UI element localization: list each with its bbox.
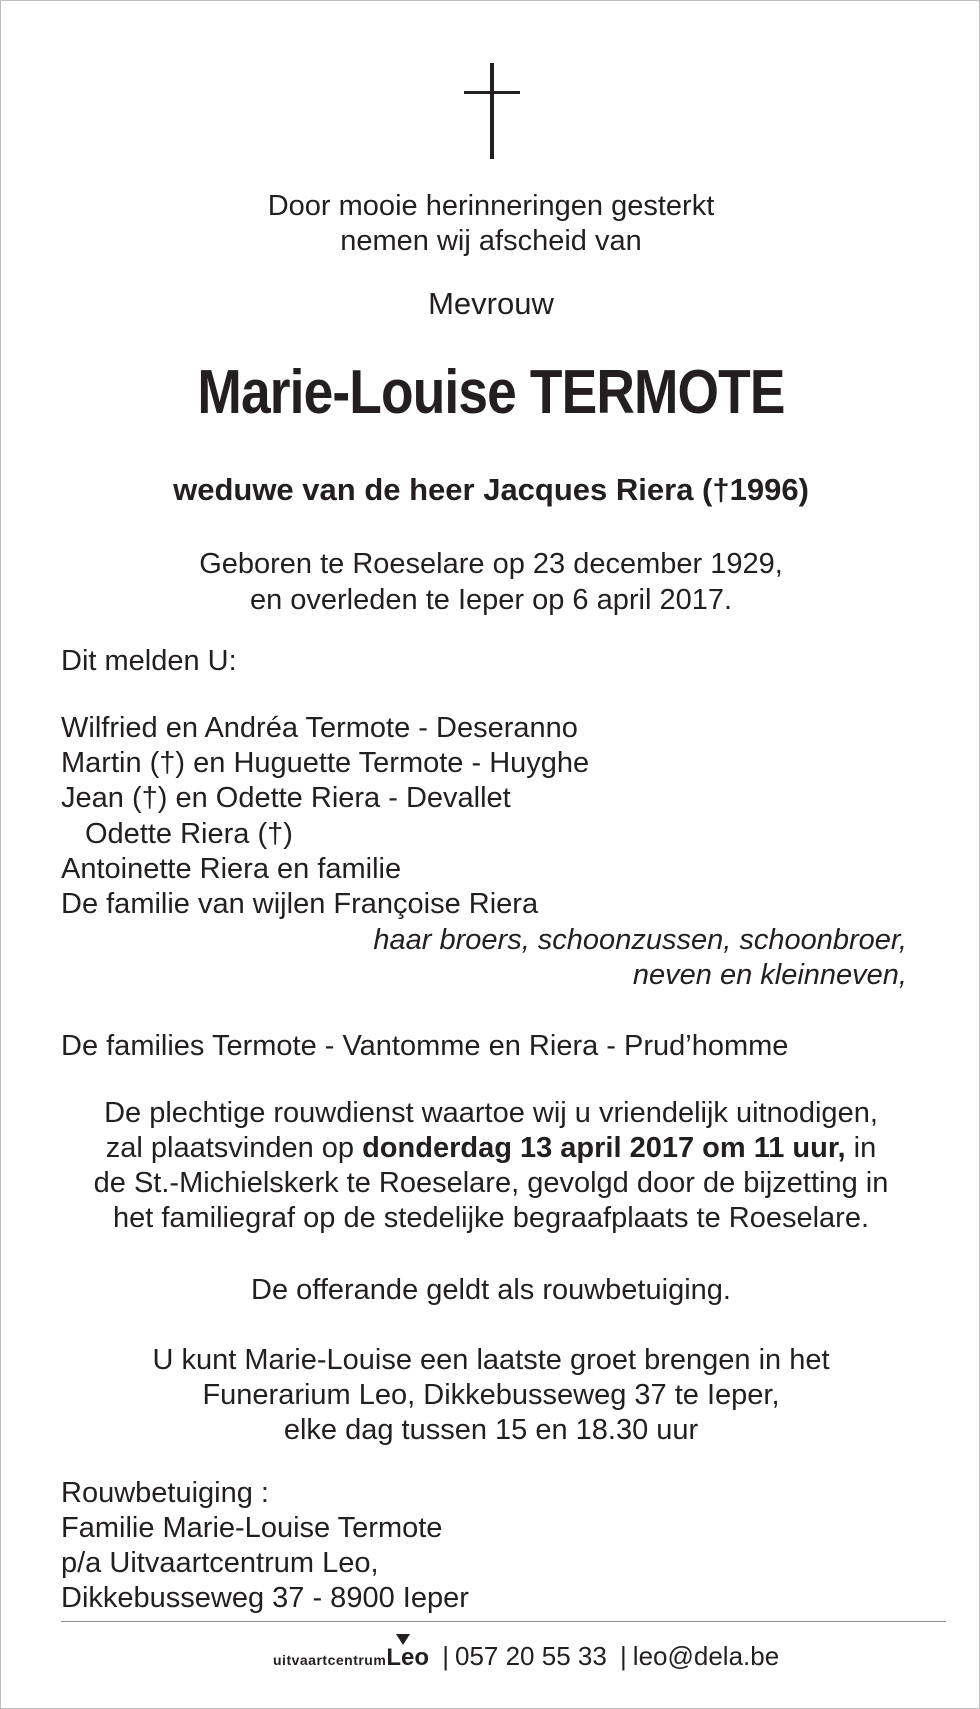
- visit-line-3: elke dag tussen 15 en 18.30 uur: [283, 1414, 699, 1446]
- title-prefix: Mevrouw: [428, 286, 554, 321]
- death-line: en overleden te Ieper op 6 april 2017.: [249, 584, 733, 616]
- service-date-time: donderdag 13 april 2017 om 11 uur,: [362, 1132, 846, 1164]
- service-line-2-post: in: [845, 1132, 877, 1164]
- condolence-line-2: p/a Uitvaartcentrum Leo,: [61, 1547, 379, 1579]
- footer-separator-1: |: [442, 1641, 449, 1671]
- family-line-1: Wilfried en Andréa Termote - Deseranno: [61, 712, 578, 744]
- service-line-2: [1, 1131, 980, 1166]
- footer: [273, 1641, 779, 1675]
- family-line-4: Odette Riera (†): [85, 818, 293, 850]
- footer-phone: 057 20 55 33: [454, 1641, 607, 1671]
- footer-separator-2: |: [620, 1641, 627, 1671]
- family-line-5: Antoinette Riera en familie: [61, 853, 402, 885]
- company-prefix: uitvaartcentrum: [273, 1652, 387, 1668]
- visit-line-1: U kunt Marie-Louise een laatste groet brengen in het: [152, 1344, 830, 1376]
- service-line-4: het familiegraf op de stedelijke begraafplaats te Roeselare.: [112, 1202, 870, 1234]
- footer-divider: [61, 1621, 946, 1622]
- company-brand: Leo: [386, 1644, 429, 1671]
- deceased-name: Marie-Louise TERMOTE: [197, 358, 785, 427]
- condolence-line-1: Familie Marie-Louise Termote: [61, 1512, 443, 1544]
- relation-line-2: neven en kleinneven,: [632, 959, 907, 991]
- offering-line: De offerande geldt als rouwbetuiging.: [251, 1274, 731, 1306]
- condolence-line-3: Dikkebusseweg 37 - 8900 Ieper: [61, 1582, 469, 1614]
- intro-line-1: Door mooie herinneringen gesterkt: [267, 190, 715, 222]
- footer-email: leo@dela.be: [632, 1641, 780, 1671]
- service-line-3: de St.-Michielskerk te Roeselare, gevolgd door de bijzetting in: [93, 1167, 889, 1199]
- cross-icon: [464, 63, 520, 159]
- relation-line-1: haar broers, schoonzussen, schoonbroer,: [373, 924, 907, 956]
- family-line-3: Jean (†) en Odette Riera - Devallet: [61, 782, 511, 814]
- widow-line: weduwe van de heer Jacques Riera (†1996): [173, 472, 809, 507]
- service-line-1: De plechtige rouwdienst waartoe wij u vriendelijk uitnodigen,: [104, 1097, 878, 1129]
- visit-line-2: Funerarium Leo, Dikkebusseweg 37 te Ieper,: [202, 1379, 780, 1411]
- service-line-2-pre: zal plaatsvinden op: [105, 1132, 363, 1164]
- announce-label: Dit melden U:: [61, 645, 237, 677]
- birth-line: Geboren te Roeselare op 23 december 1929,: [199, 548, 783, 580]
- company-logo: [386, 1644, 429, 1671]
- intro-line-2: nemen wij afscheid van: [340, 225, 642, 257]
- families-line: De families Termote - Vantomme en Riera - Prud’homme: [61, 1030, 789, 1062]
- family-line-6: De familie van wijlen Françoise Riera: [61, 888, 539, 920]
- family-line-2: Martin (†) en Huguette Termote - Huyghe: [61, 747, 590, 779]
- condolence-label: Rouwbetuiging :: [61, 1477, 269, 1509]
- logo-triangle-icon: [396, 1634, 410, 1645]
